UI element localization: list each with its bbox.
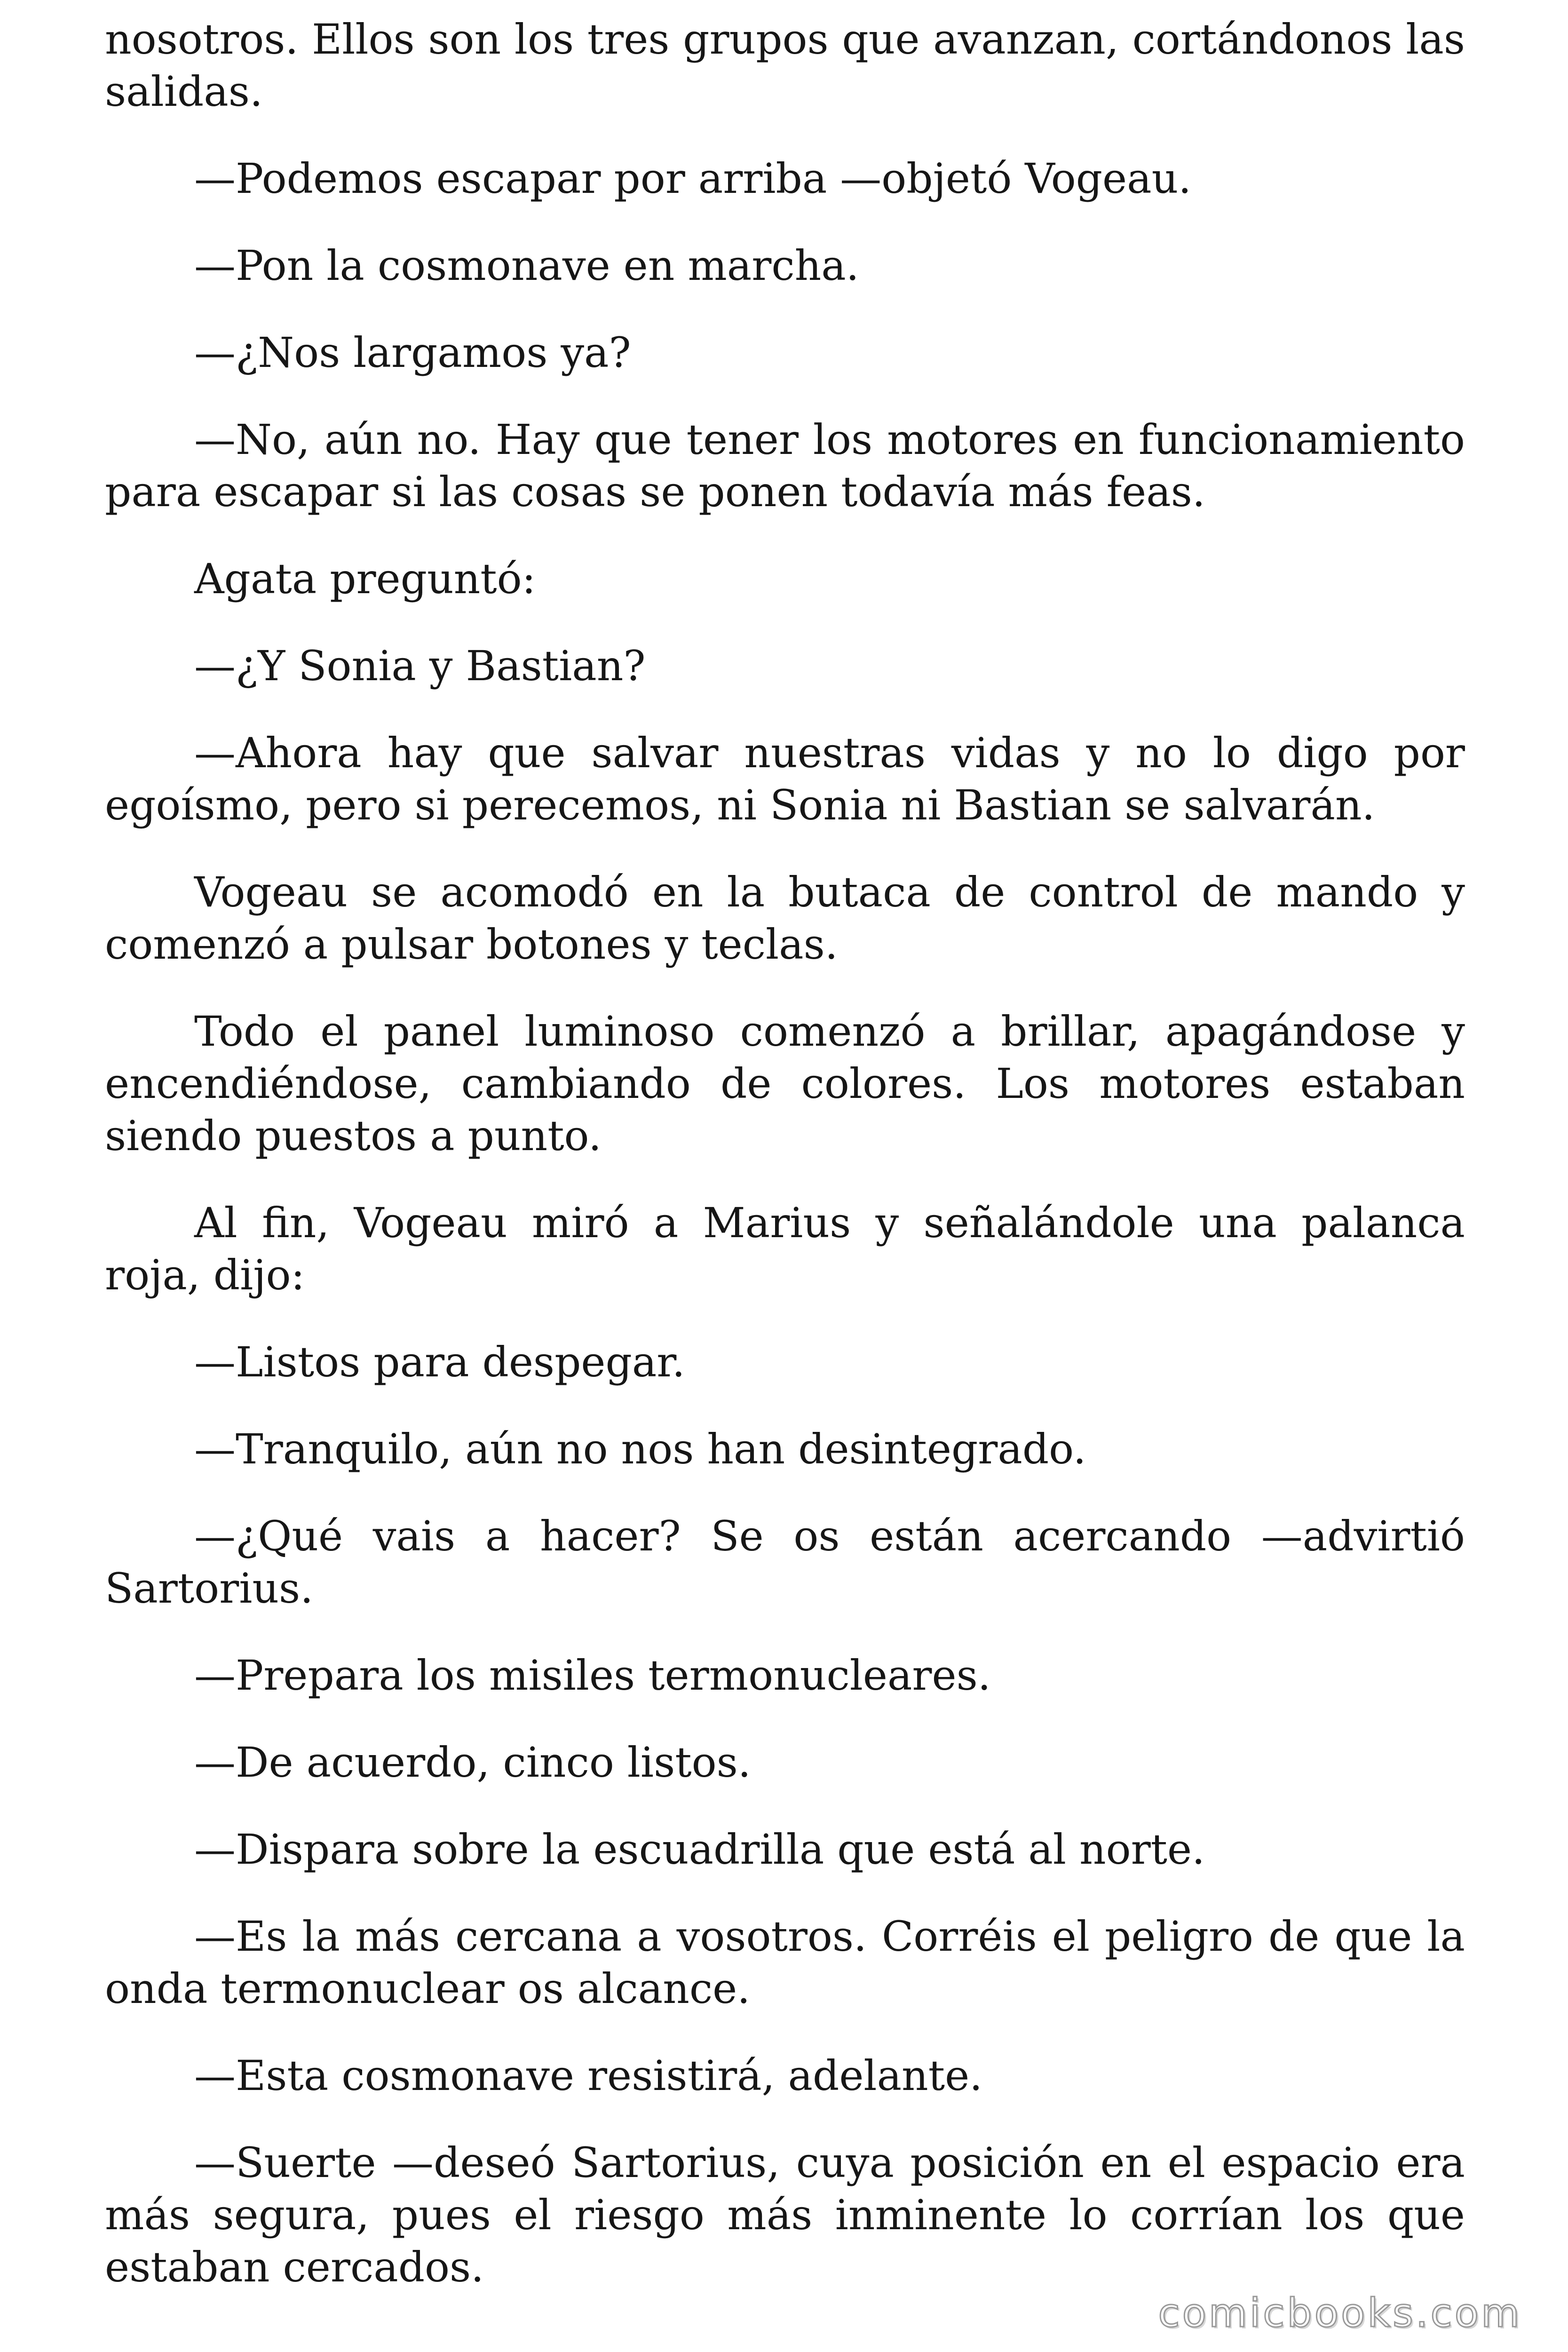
paragraph-19: —Esta cosmonave resistirá, adelante. — [194, 2051, 983, 2100]
paragraph-16: —De acuerdo, cinco listos. — [194, 1738, 751, 1787]
paragraph-12: —Listos para despegar. — [194, 1338, 685, 1386]
paragraph-3: —Pon la cosmonave en marcha. — [194, 241, 859, 290]
paragraph-6: Agata preguntó: — [194, 555, 536, 603]
paragraph-4: —¿Nos largamos ya? — [194, 328, 631, 377]
paragraph-5: —No, aún no. Hay que tener los motores en funcionamiento para escapar si las cosas se ponen todavía más feas. — [105, 415, 1465, 516]
paragraph-2: —Podemos escapar por arriba —objetó Vogeau. — [194, 154, 1192, 203]
paragraph-7: —¿Y Sonia y Bastian? — [194, 642, 646, 690]
paragraph-8: —Ahora hay que salvar nuestras vidas y no lo digo por egoísmo, pero si perecemos, ni Sonia ni Bastian se salvarán. — [105, 729, 1465, 829]
paragraph-15: —Prepara los misiles termonucleares. — [194, 1651, 991, 1700]
paragraph-18: —Es la más cercana a vosotros. Corréis el peligro de que la onda termonuclear os alcance. — [105, 1912, 1465, 2013]
paragraph-1: nosotros. Ellos son los tres grupos que avanzan, cortándonos las salidas. — [105, 15, 1465, 116]
paragraph-14: —¿Qué vais a hacer? Se os están acercando —advirtió Sartorius. — [105, 1512, 1465, 1613]
paragraph-11: Al fin, Vogeau miró a Marius y señalándole una palanca roja, dijo: — [105, 1199, 1465, 1299]
watermark-logo: comicbooks.com — [1158, 2290, 1522, 2336]
paragraph-13: —Tranquilo, aún no nos han desintegrado. — [194, 1425, 1086, 1473]
paragraph-9: Vogeau se acomodó en la butaca de control de mando y comenzó a pulsar botones y teclas. — [105, 868, 1465, 969]
paragraph-10: Todo el panel luminoso comenzó a brillar, apagándose y encendiéndose, cambiando de colores. Los motores estaban siendo puestos a punto. — [105, 1007, 1465, 1160]
paragraph-17: —Dispara sobre la escuadrilla que está al norte. — [194, 1825, 1205, 1874]
paragraph-20: —Suerte —deseó Sartorius, cuya posición en el espacio era más segura, pues el riesgo más inminente lo corrían los que estaban cercados. — [105, 2138, 1465, 2291]
page-text-body — [105, 13, 1465, 2293]
